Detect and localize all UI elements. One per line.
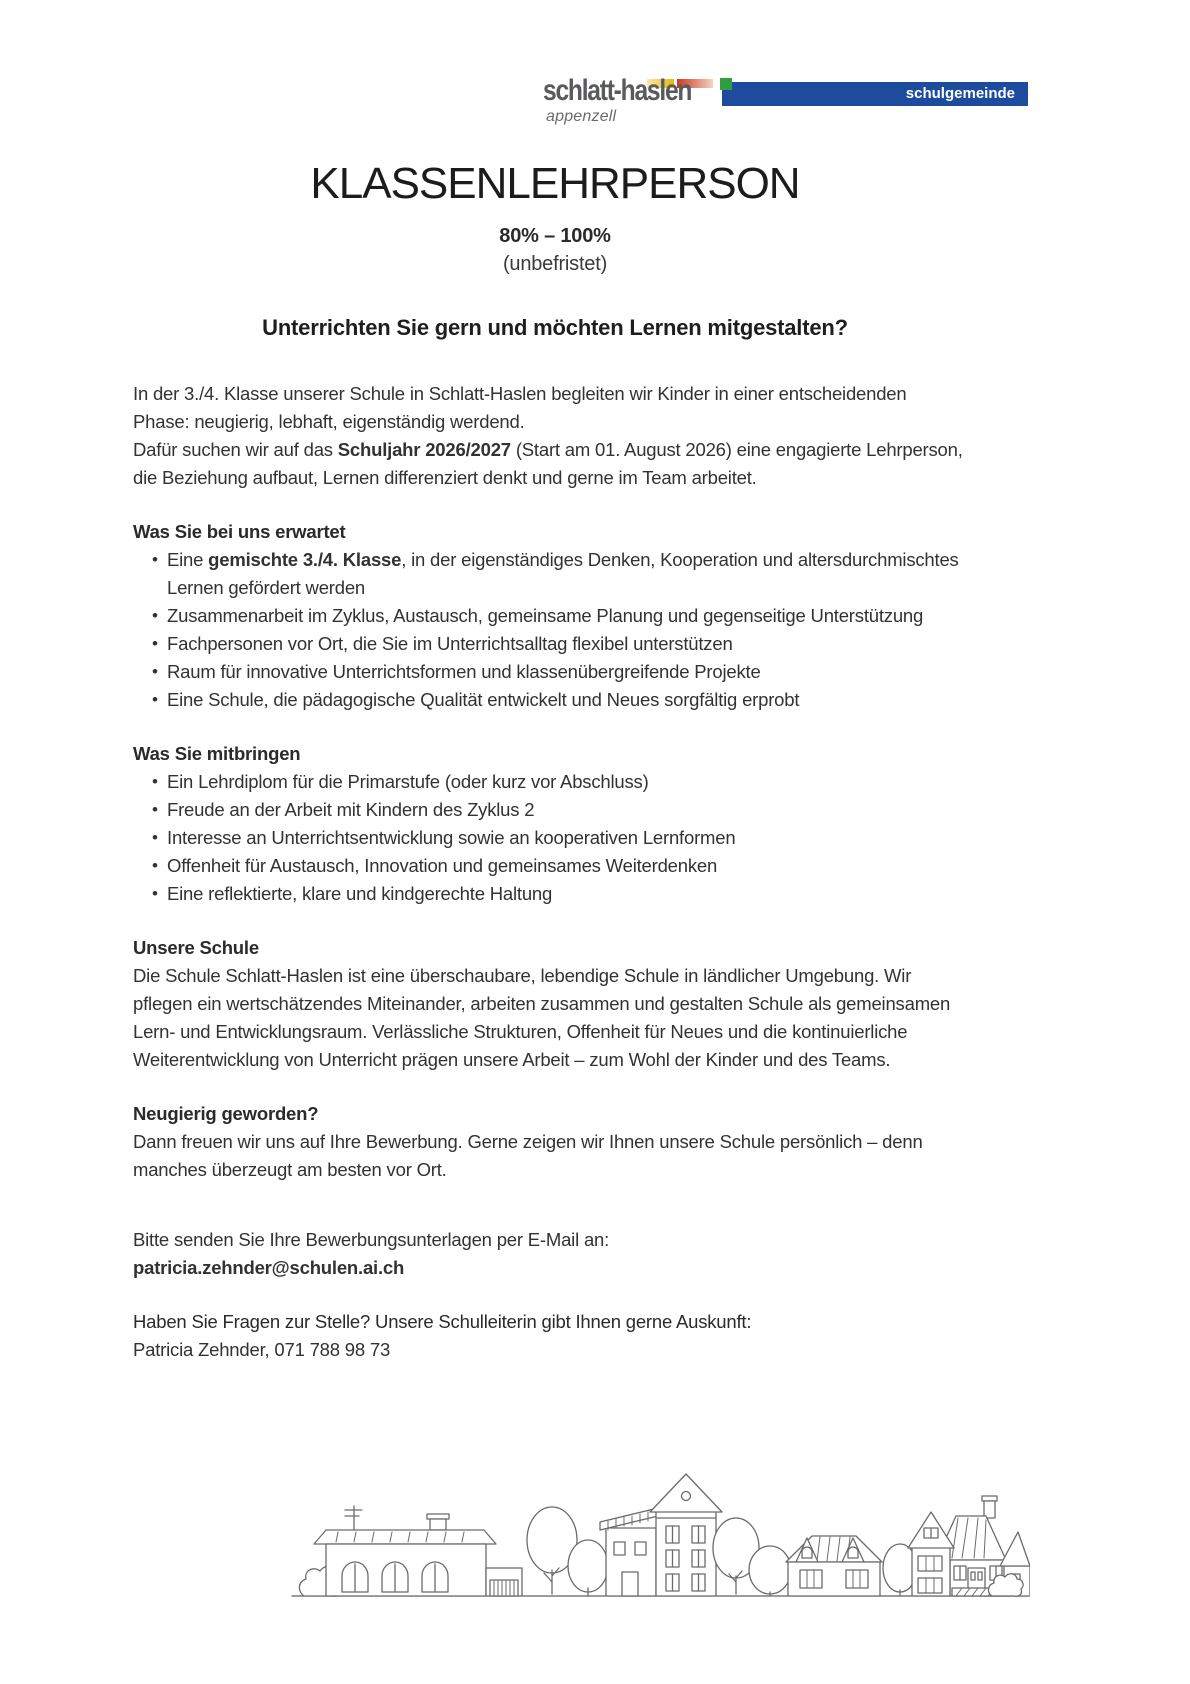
section-heading-curious: Neugierig geworden? bbox=[133, 1103, 319, 1124]
contract-type: (unbefristet) bbox=[502, 253, 608, 275]
school-line: Die Schule Schlatt-Haslen ist eine überschaubare, lebendige Schule in ländlicher Umgebung. Wir bbox=[133, 965, 912, 986]
bring-list bbox=[133, 768, 977, 908]
curious-line: manches überzeugt am besten vor Ort. bbox=[133, 1159, 447, 1180]
logo-green-mark bbox=[720, 78, 732, 90]
list-item: • Zusammenarbeit im Zyklus, Austausch, gemeinsame Planung und gegenseitige Unterstützung bbox=[133, 602, 977, 630]
list-item: • Eine Schule, die pädagogische Qualität entwickelt und Neues sorgfältig erprobt bbox=[133, 686, 977, 714]
list-item: • Eine reflektierte, klare und kindgerechte Haltung bbox=[133, 880, 977, 908]
section-heading-bring: Was Sie mitbringen bbox=[133, 743, 301, 764]
school-paragraph bbox=[133, 962, 977, 1074]
list-item-continuation: Lernen gefördert werden bbox=[167, 577, 366, 598]
list-item: • Interesse an Unterrichtsentwicklung sowie an kooperativen Lernformen bbox=[133, 824, 977, 852]
bullet-icon: • bbox=[152, 772, 158, 791]
bullet-icon: • bbox=[152, 884, 158, 903]
application-email: patricia.zehnder@schulen.ai.ch bbox=[133, 1257, 405, 1278]
expect-list bbox=[133, 546, 977, 714]
schulgemeinde-banner bbox=[722, 82, 1028, 106]
list-item: • Freude an der Arbeit mit Kindern des Zyklus 2 bbox=[133, 796, 977, 824]
village-illustration bbox=[290, 1470, 1030, 1602]
job-title: KLASSENLEHRPERSON bbox=[310, 159, 800, 208]
flyer-content bbox=[133, 0, 977, 1364]
intro-line: die Beziehung aufbaut, Lernen differenziert denkt und gerne im Team arbeitet. bbox=[133, 467, 757, 488]
intro-line: In der 3./4. Klasse unserer Schule in Schlatt-Haslen begleiten wir Kinder in einer entscheidenden bbox=[133, 383, 907, 404]
intro-paragraph bbox=[133, 380, 977, 492]
bullet-icon: • bbox=[152, 856, 158, 875]
logo-wordmark: schlatt-haslen bbox=[543, 74, 692, 107]
list-item: • Raum für innovative Unterrichtsformen und klassenübergreifende Projekte bbox=[133, 658, 977, 686]
bullet-icon: • bbox=[152, 828, 158, 847]
school-line: pflegen ein wertschätzendes Miteinander, arbeiten zusammen und gestalten Schule als gemeinsamen bbox=[133, 993, 951, 1014]
question-heading: Unterrichten Sie gern und möchten Lernen mitgestalten? bbox=[262, 315, 848, 340]
application-instruction: Bitte senden Sie Ihre Bewerbungsunterlagen per E-Mail an: bbox=[133, 1229, 610, 1250]
banner-label: schulgemeinde bbox=[905, 85, 1015, 102]
workload: 80% – 100% bbox=[499, 225, 611, 247]
list-item: • Fachpersonen vor Ort, die Sie im Unterrichtsalltag flexibel unterstützen bbox=[133, 630, 977, 658]
list-item: • Offenheit für Austausch, Innovation und gemeinsames Weiterdenken bbox=[133, 852, 977, 880]
school-line: Weiterentwicklung von Unterricht prägen unsere Arbeit – zum Wohl der Kinder und des Teams. bbox=[133, 1049, 891, 1070]
contact-person: Patricia Zehnder, 071 788 98 73 bbox=[133, 1339, 391, 1360]
section-heading-school: Unsere Schule bbox=[133, 937, 259, 958]
logo-subtext: appenzell bbox=[546, 108, 617, 125]
intro-line: Dafür suchen wir auf das Schuljahr 2026/2027 (Start am 01. August 2026) eine engagierte Lehrperson, bbox=[133, 439, 963, 460]
intro-line: Phase: neugierig, lebhaft, eigenständig werdend. bbox=[133, 411, 525, 432]
bullet-icon: • bbox=[152, 550, 158, 569]
curious-paragraph bbox=[133, 1128, 977, 1184]
list-item: • Ein Lehrdiplom für die Primarstufe (oder kurz vor Abschluss) bbox=[133, 768, 977, 796]
contact-question: Haben Sie Fragen zur Stelle? Unsere Schulleiterin gibt Ihnen gerne Auskunft: bbox=[133, 1311, 752, 1332]
curious-line: Dann freuen wir uns auf Ihre Bewerbung. Gerne zeigen wir Ihnen unsere Schule persönlich – denn bbox=[133, 1131, 923, 1152]
bullet-icon: • bbox=[152, 662, 158, 681]
school-line: Lern- und Entwicklungsraum. Verlässliche Strukturen, Offenheit für Neues und die kontinuierliche bbox=[133, 1021, 908, 1042]
section-heading-expect: Was Sie bei uns erwartet bbox=[133, 521, 346, 542]
bullet-icon: • bbox=[152, 634, 158, 653]
list-item: • Eine gemischte 3./4. Klasse, in der eigenständiges Denken, Kooperation und altersdurchmischtes bbox=[133, 546, 977, 574]
bullet-icon: • bbox=[152, 800, 158, 819]
bullet-icon: • bbox=[152, 606, 158, 625]
bullet-icon: • bbox=[152, 690, 158, 709]
